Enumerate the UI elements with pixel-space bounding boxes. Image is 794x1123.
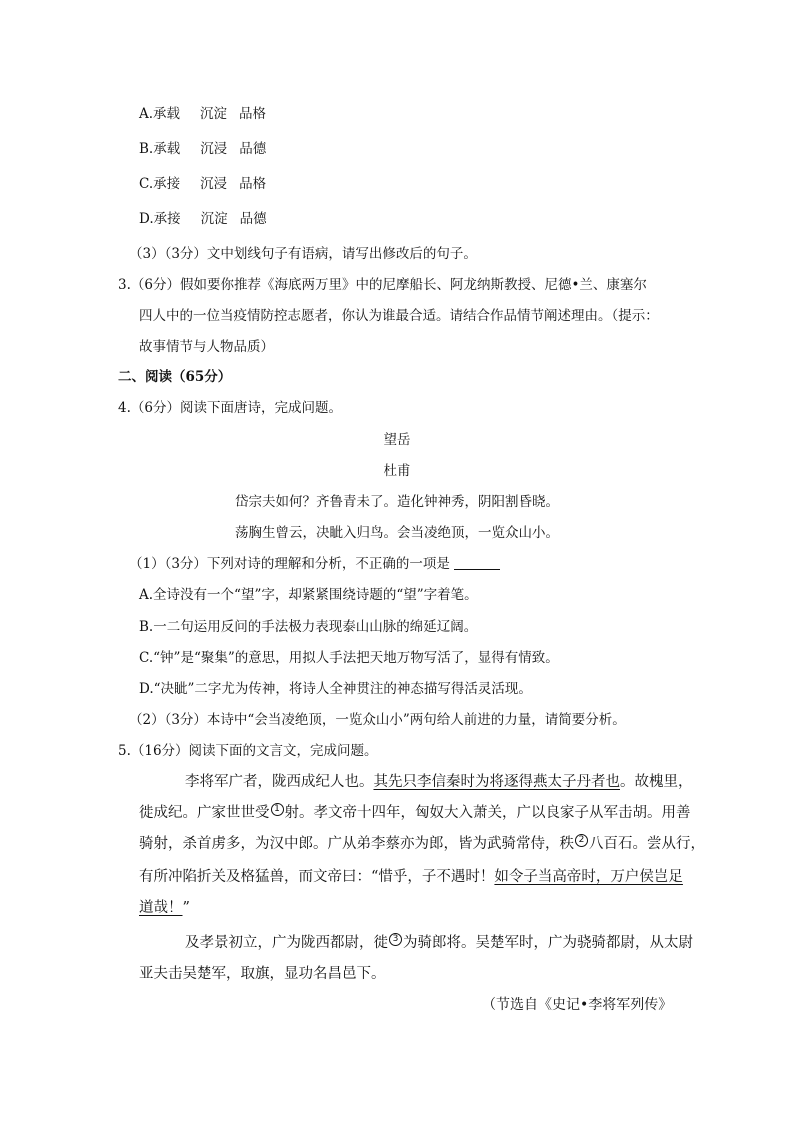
q4-sub1 [129, 554, 500, 574]
section-heading: 二、阅读（65分） [118, 369, 232, 385]
passage-source: （节选自《史记•李将军列传》 [482, 997, 673, 1013]
q3-line1: 3.（6分）假如要你推荐《海底两万里》中的尼摩船长、阿龙纳斯教授、尼德•兰、康塞尔 [118, 277, 647, 293]
option-label: C.承接 [139, 176, 181, 192]
q4-intro: 4.（6分）阅读下面唐诗，完成问题。 [118, 400, 342, 416]
q4-sub1-text: （1）（3分）下列对诗的理解和分析，不正确的一项是 [129, 556, 450, 572]
q4-option-d: D.“决眦”二字尤为传神，将诗人全神贯注的神态描写得活灵活现。 [139, 681, 532, 697]
passage-text: 及孝景初立，广为陇西都尉，徙 [185, 935, 388, 951]
passage-line-5 [139, 898, 190, 918]
passage-line-2 [139, 803, 691, 823]
option-word: 沉浸 [200, 141, 228, 157]
option-word: 品德 [239, 141, 267, 157]
option-word: 品德 [239, 211, 267, 227]
q3-line2: 四人中的一位当疫情防控志愿者，你认为谁最合适。请结合作品情节阐述理由。（提示： [139, 308, 659, 324]
poem-line-2: 荡胸生曾云，决眦入归鸟。会当凌绝顶，一览众山小。 [235, 525, 559, 541]
poem-author: 杜甫 [383, 463, 411, 479]
passage-line-6 [185, 933, 693, 953]
note-marker-1: 1 [271, 803, 284, 816]
q3-line3: 故事情节与人物品质） [139, 339, 274, 355]
passage-text: 八百石。尝从行， [589, 836, 705, 852]
passage-line-1 [185, 772, 693, 792]
answer-blank[interactable] [454, 555, 500, 570]
option-a [139, 104, 266, 124]
option-word: 沉淀 [200, 106, 228, 122]
option-b [139, 139, 266, 159]
q4-sub2: （2）（3分）本诗中“会当凌绝顶，一览众山小”两句给人前进的力量，请简要分析。 [129, 712, 626, 728]
underlined-sentence: 其先只李信秦时为将逐得燕太子丹者也 [373, 774, 620, 790]
option-word: 沉淀 [200, 211, 228, 227]
underlined-sentence: 道哉！ [139, 900, 183, 916]
option-label: A.承载 [139, 106, 181, 122]
q4-option-b: B.一二句运用反问的手法极力表现泰山山脉的绵延辽阔。 [139, 619, 478, 635]
passage-text: 徙成纪。广家世世受 [139, 805, 270, 821]
option-label: B.承载 [139, 141, 181, 157]
passage-text: ” [182, 900, 190, 916]
passage-line-3 [139, 834, 705, 854]
passage-text: 有所冲陷折关及格猛兽，而文帝曰：“惜乎，子不遇时！ [139, 869, 495, 885]
passage-text: 李将军广者，陇西成纪人也。 [185, 774, 374, 790]
option-word: 品格 [239, 176, 267, 192]
option-word: 沉浸 [200, 176, 228, 192]
poem-title: 望岳 [383, 432, 411, 448]
poem-line-1: 岱宗夫如何？齐鲁青未了。造化钟神秀，阴阳割昏晓。 [235, 494, 559, 510]
q4-option-c: C.“钟”是“聚集”的意思，用拟人手法把天地万物写活了，显得有情致。 [139, 650, 559, 666]
passage-text: 为骑郎将。吴楚军时，广为骁骑都尉，从太尉 [403, 935, 693, 951]
option-c [139, 174, 266, 194]
option-word: 品格 [239, 106, 267, 122]
passage-text: 射。孝文帝十四年，匈奴大入萧关，广以良家子从军击胡。用善 [284, 805, 691, 821]
note-marker-3: 3 [389, 933, 402, 946]
passage-line-4 [139, 867, 683, 887]
passage-text: 骑射，杀首虏多，为汉中郎。广从弟李蔡亦为郎，皆为武骑常侍，秩 [139, 836, 574, 852]
note-marker-2: 2 [575, 834, 588, 847]
passage-line-7: 亚夫击吴楚军，取旗，显功名昌邑下。 [139, 966, 386, 982]
option-label: D.承接 [139, 211, 181, 227]
q4-option-a: A.全诗没有一个“望”字，却紧紧围绕诗题的“望”字着笔。 [139, 587, 478, 603]
option-d [139, 209, 267, 229]
underlined-sentence: 如令子当高帝时，万户侯岂足 [494, 869, 683, 885]
q2-sub3: （3）（3分）文中划线句子有语病，请写出修改后的句子。 [129, 246, 477, 262]
q5-intro: 5.（16分）阅读下面的文言文，完成问题。 [118, 743, 378, 759]
passage-text: 。故槐里， [620, 774, 693, 790]
